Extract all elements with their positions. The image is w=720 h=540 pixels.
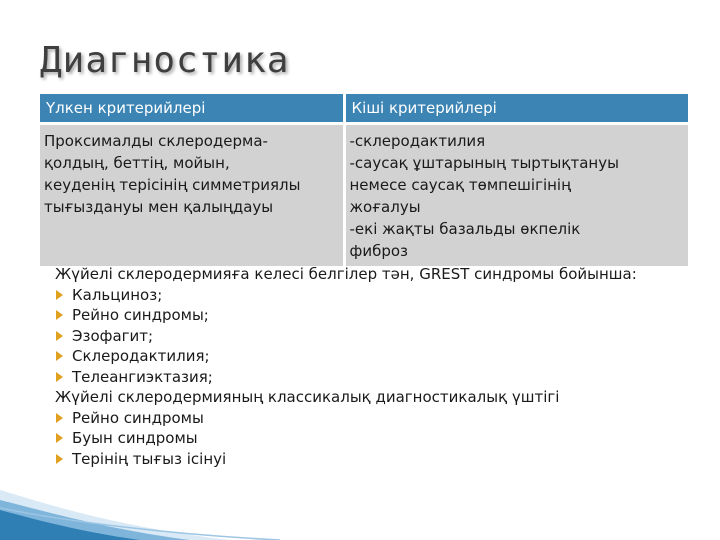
minor-line: -екі жақты базальды өкпелік — [349, 220, 581, 238]
list-item-label: Кальциноз; — [72, 285, 163, 304]
list-item — [55, 428, 637, 449]
major-criteria-cell — [40, 124, 344, 267]
triad-intro: Жүйелі склеродермияның классикалық диагностикалық үштігі — [55, 388, 560, 406]
minor-line: -склеродактилия — [349, 132, 486, 150]
list-item-label: Телеангиэктазия; — [72, 367, 213, 386]
triangle-bullet-icon — [56, 310, 63, 320]
minor-line: жоғалуы — [349, 198, 421, 216]
list-item-label: Рейно синдромы — [72, 408, 204, 427]
triangle-bullet-icon — [56, 433, 63, 443]
list-item-label: Буын синдромы — [72, 429, 198, 447]
decorative-swoosh — [0, 450, 720, 540]
page-title: Диагностика — [40, 40, 290, 81]
body-text — [55, 264, 637, 469]
list-item — [55, 408, 637, 429]
major-line: тығыздануы мен қалыңдауы — [44, 198, 274, 216]
major-line: қолдың, беттің, мойын, — [44, 154, 230, 172]
list-item-label: Склеродактилия; — [72, 347, 210, 365]
list-item-label: Терінің тығыз ісінуі — [72, 449, 227, 468]
list-item — [55, 326, 637, 347]
minor-line: -саусақ ұштарының тыртықтануы — [349, 154, 619, 172]
minor-criteria-header: Кіші критерийлері — [344, 94, 688, 124]
list-item — [55, 367, 637, 388]
list-item-label: Рейно синдромы; — [72, 306, 209, 324]
triangle-bullet-icon — [56, 331, 63, 341]
table-row — [40, 124, 688, 267]
triangle-bullet-icon — [56, 290, 63, 300]
grest-intro: Жүйелі склеродермияға келесі белгілер тән, GREST синдромы бойынша: — [55, 265, 637, 283]
triangle-bullet-icon — [56, 372, 63, 382]
criteria-table — [40, 94, 688, 266]
triangle-bullet-icon — [56, 351, 63, 361]
triangle-bullet-icon — [56, 413, 63, 423]
list-item — [55, 285, 637, 306]
list-item-label: Эзофагит; — [72, 326, 154, 345]
major-criteria-header: Үлкен критерийлері — [40, 94, 344, 124]
minor-criteria-cell — [344, 124, 688, 267]
minor-line: фиброз — [349, 242, 408, 260]
major-line: кеуденің терісінің симметриялы — [44, 176, 301, 194]
list-item — [55, 346, 637, 367]
major-line: Проксималды склеродерма- — [44, 132, 268, 150]
list-item — [55, 305, 637, 326]
table-header-row — [40, 94, 688, 124]
minor-line: немесе саусақ төмпешігінің — [349, 176, 571, 194]
